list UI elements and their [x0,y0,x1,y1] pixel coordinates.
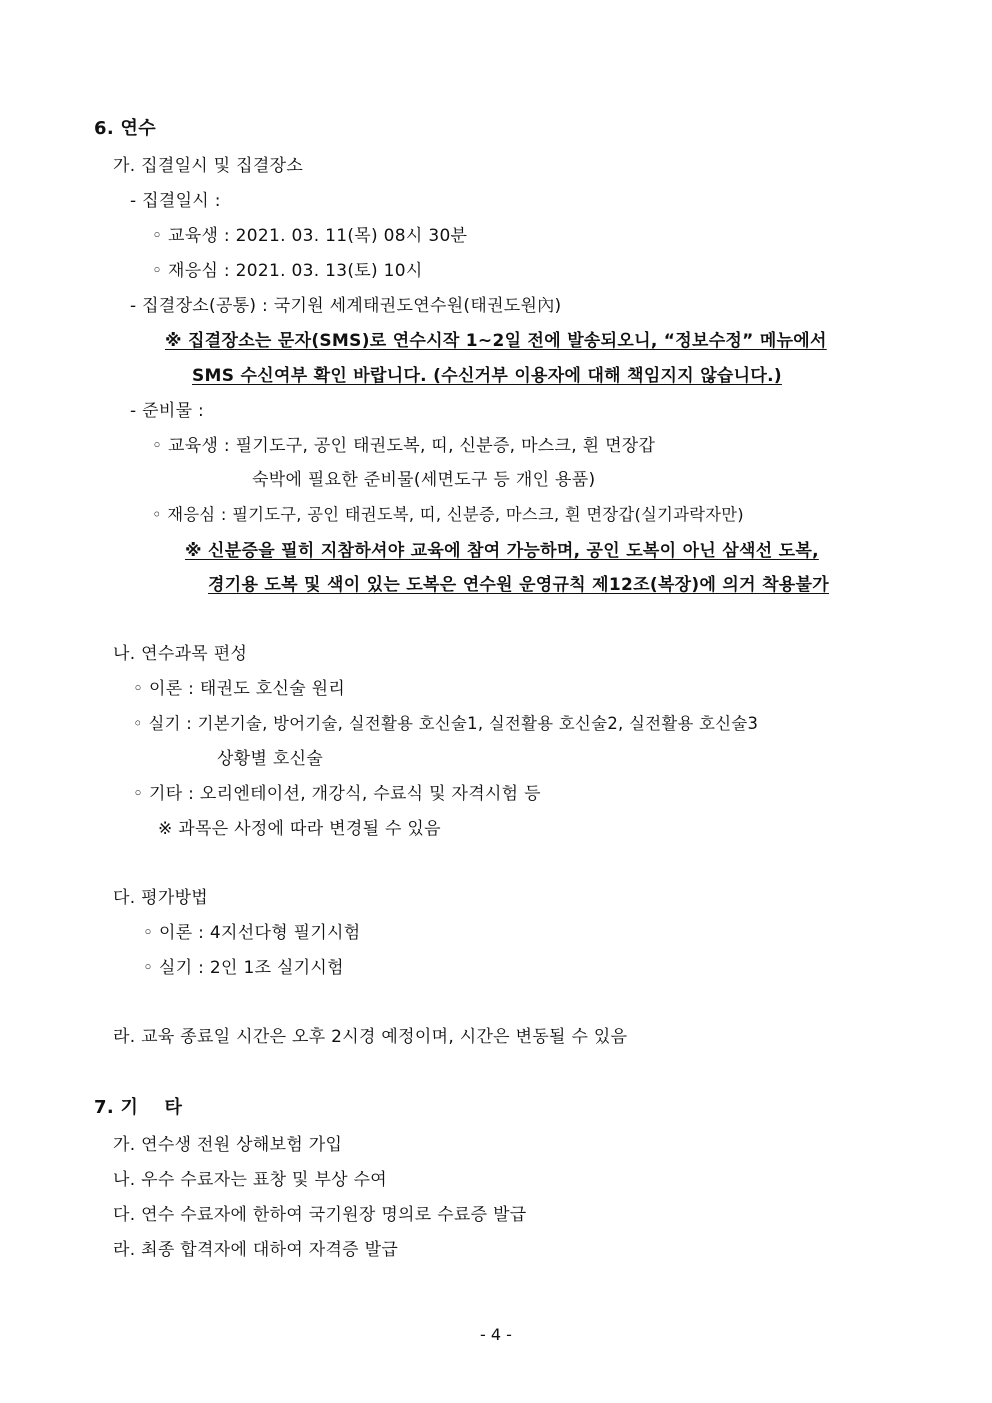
prep-trainee-line2: 숙박에 필요한 준비물(세면도구 등 개인 용품) [252,470,596,490]
section-7-title: 7. 기 타 [94,1097,183,1118]
datetime-label: - 집결일시 : [130,191,221,211]
section-6-title: 6. 연수 [94,118,156,139]
prep-trainee-line1: ◦ 교육생 : 필기도구, 공인 태권도복, 띠, 신분증, 마스크, 흰 면장갑 [152,436,656,456]
evaluation-theory: ◦ 이론 : 4지선다형 필기시험 [143,923,361,943]
prep-reexam: ◦ 재응심 : 필기도구, 공인 태권도복, 띠, 신분증, 마스크, 흰 면장갑(실기과락자만) [152,505,744,524]
other-item: 다. 연수 수료자에 한하여 국기원장 명의로 수료증 발급 [113,1205,527,1225]
subsection-da-title: 다. 평가방법 [113,888,209,908]
sms-notice-line1: ※ 집결장소는 문자(SMS)로 연수시작 1~2일 전에 발송되오니, “정보수정” 메뉴에서 [165,331,827,351]
course-practice-line1: ◦ 실기 : 기본기술, 방어기술, 실전활용 호신술1, 실전활용 호신술2, 실전활용 호신술3 [133,714,759,733]
reexam-datetime: ◦ 재응심 : 2021. 03. 13(토) 10시 [152,261,423,281]
trainee-datetime: ◦ 교육생 : 2021. 03. 11(목) 08시 30분 [152,226,468,246]
course-note: ※ 과목은 사정에 따라 변경될 수 있음 [158,819,441,839]
other-item: 라. 최종 합격자에 대하여 자격증 발급 [113,1240,399,1260]
other-item: 나. 우수 수료자는 표창 및 부상 수여 [113,1170,388,1190]
other-item: 가. 연수생 전원 상해보험 가입 [113,1135,343,1155]
course-theory: ◦ 이론 : 태권도 호신술 원리 [133,679,346,699]
page-number: - 4 - [480,1325,512,1344]
evaluation-practice: ◦ 실기 : 2인 1조 실기시험 [143,958,344,978]
subsection-ra: 라. 교육 종료일 시간은 오후 2시경 예정이며, 시간은 변동될 수 있음 [113,1027,628,1047]
sms-notice-line2: SMS 수신여부 확인 바랍니다. (수신거부 이용자에 대해 책임지지 않습니다.) [192,366,782,386]
uniform-notice-line1: ※ 신분증을 필히 지참하셔야 교육에 참여 가능하며, 공인 도복이 아닌 삼색선 도복, [185,541,819,561]
subsection-na-title: 나. 연수과목 편성 [113,644,248,664]
course-etc: ◦ 기타 : 오리엔테이션, 개강식, 수료식 및 자격시험 등 [133,784,541,804]
course-practice-line2: 상황별 호신술 [217,749,324,769]
uniform-notice-line2: 경기용 도복 및 색이 있는 도복은 연수원 운영규칙 제12조(복장)에 의거 착용불가 [208,575,829,595]
gathering-place: - 집결장소(공통) : 국기원 세계태권도연수원(태권도원內) [130,296,562,316]
subsection-ga-title: 가. 집결일시 및 집결장소 [113,156,304,176]
preparation-label: - 준비물 : [130,401,205,421]
